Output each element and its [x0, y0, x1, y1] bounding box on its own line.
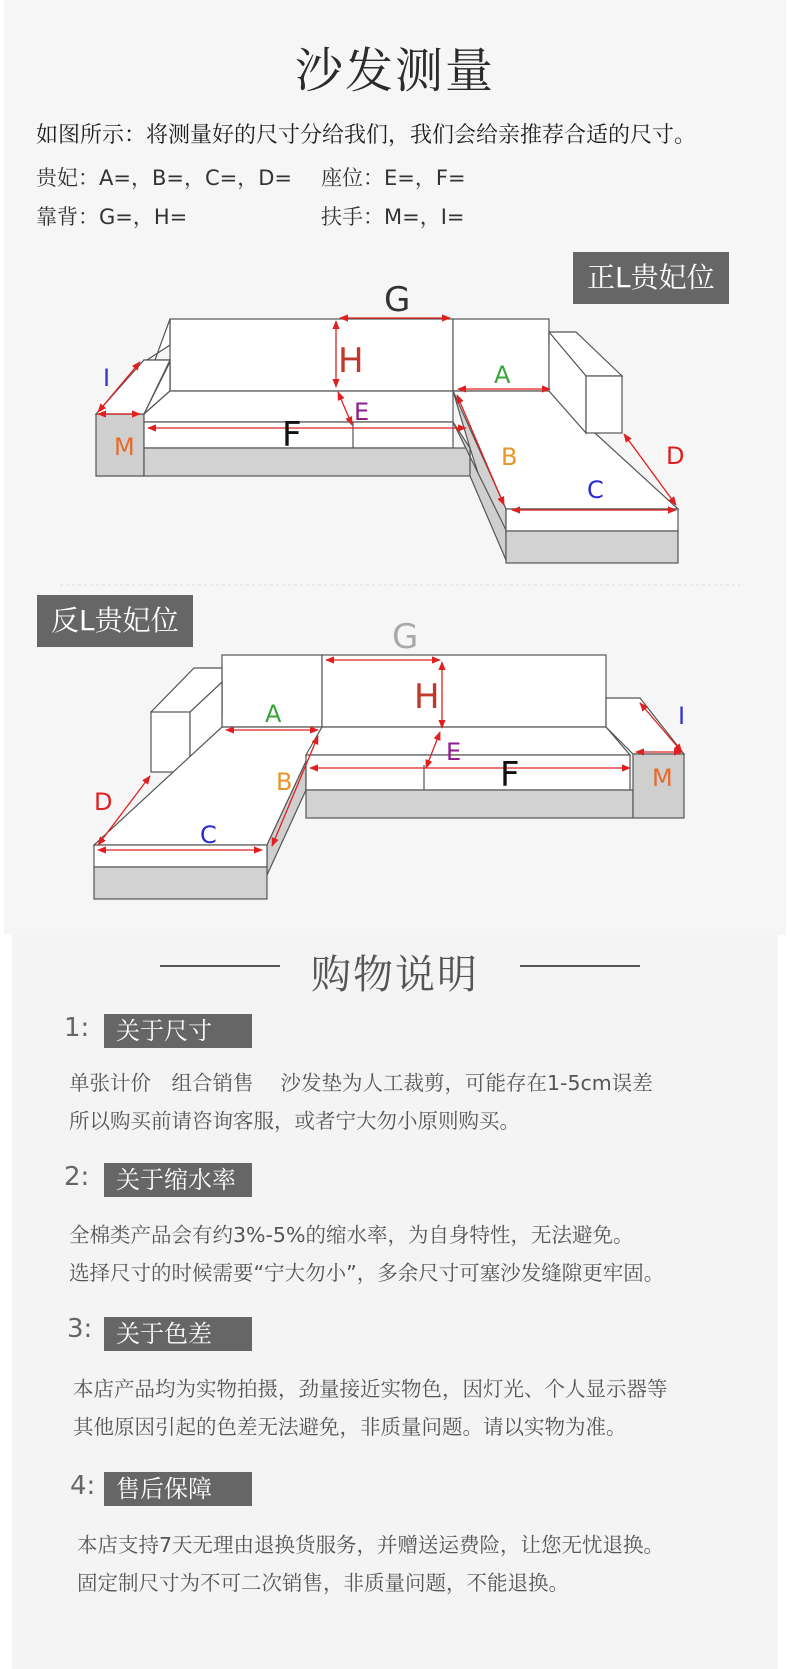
seat-top-2: [306, 727, 630, 755]
measure-chaise: 贵妃：A=，B=，C=，D=: [36, 166, 292, 190]
seat-base-2: [306, 790, 633, 818]
sofa-diagram-left-l: [94, 655, 684, 899]
section-line: 单张计价 组合销售 沙发垫为人工裁剪，可能存在1-5cm误差: [69, 1071, 653, 1095]
section-line: 本店产品均为实物拍摄，劲量接近实物色，因灯光、个人显示器等: [73, 1377, 668, 1401]
label-A-2: A: [265, 700, 282, 728]
section-number: 4:: [70, 1471, 96, 1501]
label-M-1: M: [114, 433, 135, 461]
intro-text: 如图所示：将测量好的尺寸分给我们，我们会给亲推荐合适的尺寸。: [36, 123, 697, 148]
measure-seat: 座位：E=，F=: [321, 166, 466, 190]
shopping-title: 购物说明: [311, 952, 479, 998]
label-B-2: B: [276, 768, 293, 796]
chaise-edge: [506, 509, 678, 531]
tag-left-l: 反L贵妃位: [37, 595, 193, 647]
section-badge: 关于尺寸: [104, 1014, 252, 1048]
measure-armrest: 扶手：M=，I=: [321, 205, 465, 229]
label-E-2: E: [446, 738, 462, 766]
label-F-1: F: [282, 415, 302, 455]
label-G-2: G: [392, 617, 419, 657]
label-H-2: H: [414, 677, 440, 717]
page-title: 沙发测量: [294, 43, 495, 99]
label-G-1: G: [384, 280, 411, 320]
section-line: 全棉类产品会有约3%-5%的缩水率，为自身特性，无法避免。: [69, 1223, 634, 1247]
section-number: 1:: [64, 1013, 90, 1043]
section-badge: 售后保障: [104, 1472, 252, 1506]
section-line: 其他原因引起的色差无法避免，非质量问题。请以实物为准。: [73, 1415, 627, 1439]
seat-edge-2: [306, 755, 630, 790]
label-H-1: H: [338, 341, 364, 381]
title-rule-right: [520, 965, 640, 967]
backrest-1: [170, 319, 453, 391]
chaise-base-2: [94, 867, 267, 899]
section-line: 固定制尺寸为不可二次销售，非质量问题，不能退换。: [77, 1571, 569, 1595]
label-A-1: A: [494, 361, 511, 389]
label-I-1: I: [103, 364, 111, 392]
label-D-2: D: [94, 788, 113, 816]
label-E-1: E: [354, 398, 370, 426]
chaise-base: [506, 531, 678, 563]
label-M-2: M: [652, 764, 673, 792]
tag-right-l: 正L贵妃位: [573, 252, 729, 304]
label-F-2: F: [500, 755, 520, 795]
label-C-2: C: [200, 821, 217, 849]
section-line: 选择尺寸的时候需要“宁大勿小”，多余尺寸可塞沙发缝隙更牢固。: [69, 1261, 665, 1285]
backrest-b: [322, 655, 606, 727]
section-line: 本店支持7天无理由退换货服务，并赠送运费险，让您无忧退换。: [77, 1533, 665, 1557]
sofa-diagram-right-l: [96, 319, 678, 563]
label-C-1: C: [587, 476, 604, 504]
section-line: 所以购买前请咨询客服，或者宁大勿小原则购买。: [69, 1109, 520, 1133]
right-arm-front: [586, 376, 622, 433]
label-B-1: B: [501, 443, 518, 471]
seat-base: [144, 448, 470, 476]
section-number: 2:: [64, 1162, 90, 1192]
chaise-edge-2: [94, 845, 267, 867]
label-D-1: D: [666, 442, 685, 470]
measure-back: 靠背：G=，H=: [36, 205, 188, 229]
section-number: 3:: [67, 1314, 93, 1344]
label-I-2: I: [678, 702, 686, 730]
section-badge: 关于缩水率: [104, 1163, 252, 1197]
section-badge: 关于色差: [104, 1317, 252, 1351]
